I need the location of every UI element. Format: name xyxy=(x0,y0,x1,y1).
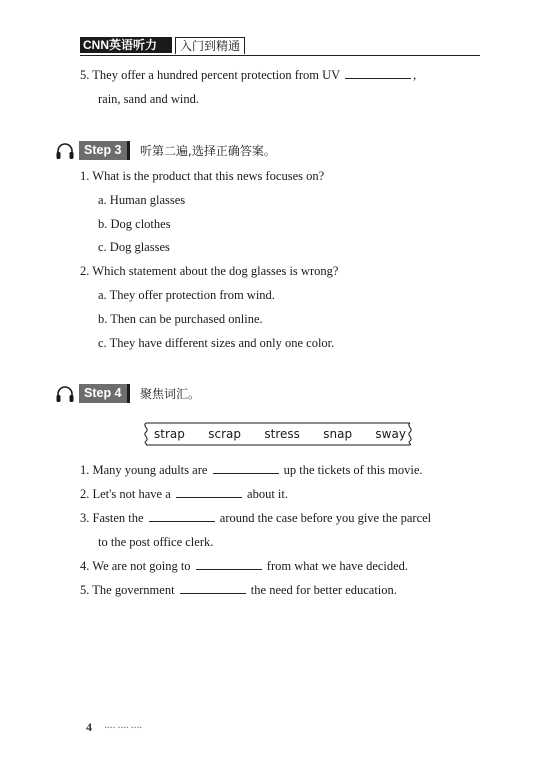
sentence-3-before: 3. Fasten the xyxy=(80,511,144,525)
step4-sentence-2 xyxy=(80,486,288,502)
page-footer xyxy=(86,720,143,735)
word-scrap: scrap xyxy=(208,427,241,441)
sentence-2-before: 2. Let's not have a xyxy=(80,487,171,501)
sentence-1-before: 1. Many young adults are xyxy=(80,463,208,477)
sentence-3-after: around the case before you give the parcel xyxy=(219,511,432,525)
word-bank xyxy=(140,420,416,448)
step4-instruction: 聚焦词汇。 xyxy=(140,387,201,401)
step3-q2-option-a[interactable]: a. They offer protection from wind. xyxy=(98,288,275,302)
prev-question-text: 5. They offer a hundred percent protection from UV xyxy=(80,68,340,82)
step4-sentence-3-cont: to the post office clerk. xyxy=(98,535,214,549)
page-header xyxy=(80,37,480,56)
step3-q1-option-a[interactable]: a. Human glasses xyxy=(98,193,186,207)
sentence-2-after: about it. xyxy=(247,487,288,501)
step4-sentence-5 xyxy=(80,582,397,598)
step3-heading xyxy=(55,141,355,161)
header-brand: CNN英语听力 xyxy=(80,37,172,53)
answer-blank[interactable] xyxy=(345,67,411,79)
step3-q1-option-b[interactable]: b. Dog clothes xyxy=(98,217,171,231)
headphones-icon xyxy=(55,385,75,403)
headphones-icon xyxy=(55,142,75,160)
sentence-1-after: up the tickets of this movie. xyxy=(283,463,423,477)
sentence-4-after: from what we have decided. xyxy=(266,559,409,573)
step4-sentence-4 xyxy=(80,558,408,574)
sentence-5-after: the need for better education. xyxy=(250,583,397,597)
step3-q2-option-b[interactable]: b. Then can be purchased online. xyxy=(98,312,263,326)
step3-q2-option-c[interactable]: c. They have different sizes and only one color. xyxy=(98,336,335,350)
word-bank-words xyxy=(154,426,406,442)
step4-sentence-3 xyxy=(80,510,431,526)
sentence-4-before: 4. We are not going to xyxy=(80,559,191,573)
step3-tag: Step 3 xyxy=(79,141,130,160)
answer-blank[interactable] xyxy=(176,486,242,498)
step3-question-2: 2. Which statement about the dog glasses is wrong? xyxy=(80,264,339,278)
answer-blank[interactable] xyxy=(180,582,246,594)
page-number: 4 xyxy=(86,720,92,734)
word-snap: snap xyxy=(323,427,353,441)
prev-question-comma: , xyxy=(413,68,417,82)
sentence-5-before: 5. The government xyxy=(80,583,175,597)
footer-decoration: ▪▪▪▪ ▪▪▪▪ ▪▪▪▪ xyxy=(104,725,143,731)
header-subtitle: 入门到精通 xyxy=(175,37,245,54)
word-strap: strap xyxy=(154,427,185,441)
step4-tag: Step 4 xyxy=(79,384,130,403)
word-stress: stress xyxy=(264,427,300,441)
word-sway: sway xyxy=(375,427,406,441)
prev-question-line2: rain, sand and wind. xyxy=(98,92,200,106)
answer-blank[interactable] xyxy=(196,558,262,570)
answer-blank[interactable] xyxy=(213,462,279,474)
step3-question-1: 1. What is the product that this news focuses on? xyxy=(80,169,325,183)
step3-q1-option-c[interactable]: c. Dog glasses xyxy=(98,240,170,254)
step3-instruction: 听第二遍,选择正确答案。 xyxy=(140,144,276,158)
step4-sentence-1 xyxy=(80,462,423,478)
prev-question-line1 xyxy=(80,67,416,83)
answer-blank[interactable] xyxy=(149,510,215,522)
step4-heading xyxy=(55,384,355,404)
